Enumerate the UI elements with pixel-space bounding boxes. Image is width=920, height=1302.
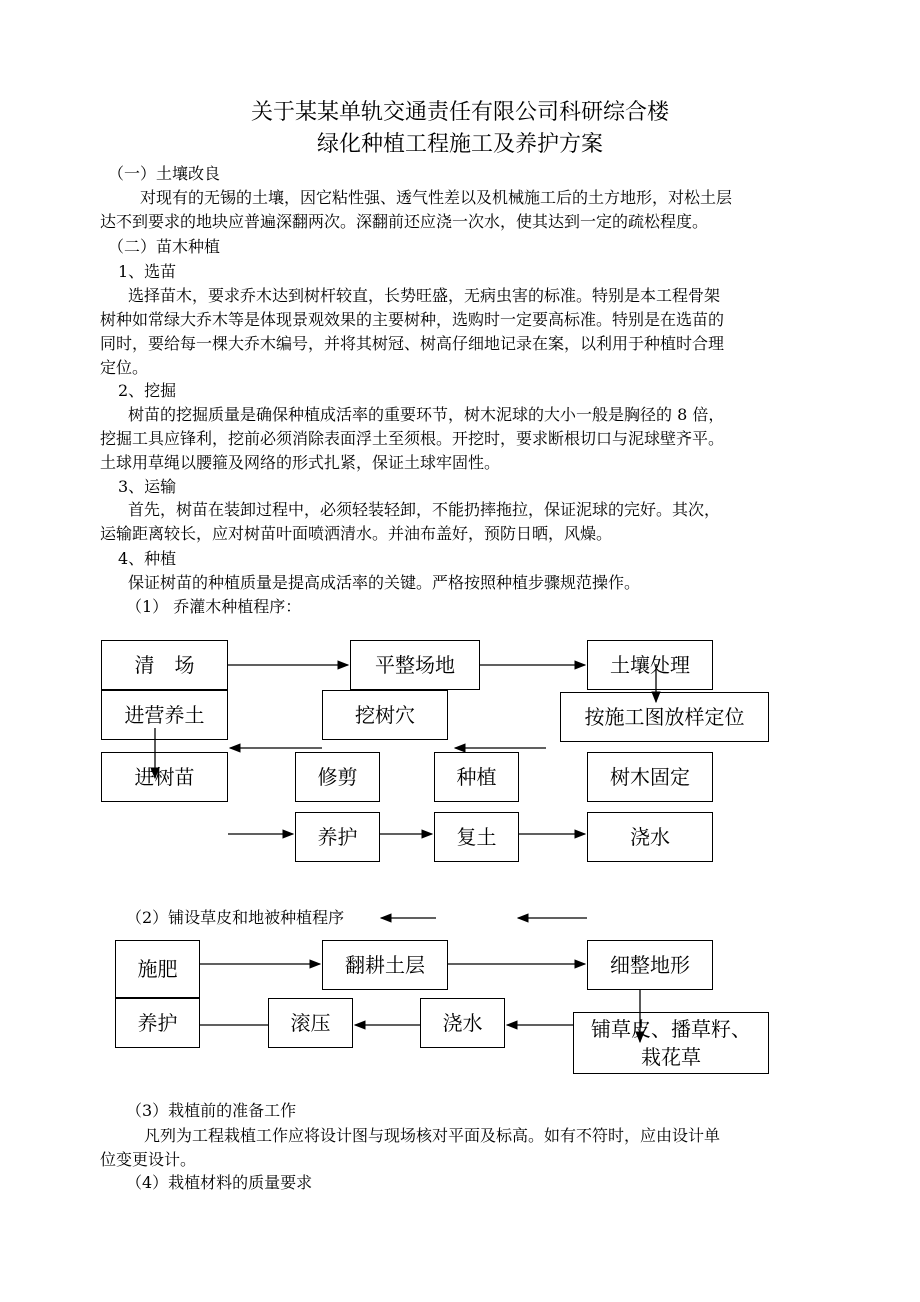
paragraph bbox=[100, 1124, 830, 1172]
list-item-heading: （1） 乔灌木种植程序： bbox=[126, 597, 302, 616]
flow-box-level-site: 平整场地 bbox=[350, 640, 480, 690]
flow-box-planting: 种植 bbox=[434, 752, 519, 802]
flow-box-rolling: 滚压 bbox=[268, 998, 353, 1048]
text-line: 选择苗木，要求乔木达到树杆较直，长势旺盛，无病虫害的标准。特别是本工程骨架 bbox=[128, 286, 721, 305]
list-item-heading: （4）栽植材料的质量要求 bbox=[126, 1173, 313, 1192]
flow-box-clear-site: 清 场 bbox=[101, 640, 228, 690]
text-line: 位变更设计。 bbox=[100, 1150, 197, 1169]
flow-box-dig-pits: 挖树穴 bbox=[322, 690, 448, 740]
flow-box-maintenance: 养护 bbox=[295, 812, 380, 862]
flow-box-pruning: 修剪 bbox=[295, 752, 380, 802]
text-line: 运输距离较长，应对树苗叶面喷洒清水。并油布盖好，预防日晒，风燥。 bbox=[100, 524, 613, 543]
flow-box-soil-treatment: 土壤处理 bbox=[587, 640, 713, 690]
section-heading: （二）苗木种植 bbox=[108, 237, 221, 256]
flow-box-bring-seedlings: 进树苗 bbox=[101, 752, 228, 802]
subsection-heading: 4、种植 bbox=[118, 549, 177, 568]
text-line: 树种如常绿大乔木等是体现景观效果的主要树种，选购时一定要高标准。特别是在选苗的 bbox=[100, 310, 725, 329]
text-line: 保证树苗的种植质量是提高成活率的关键。严格按照种植步骤规范操作。 bbox=[128, 573, 641, 592]
flow-box-lay-turf: 铺草皮、播草籽、 栽花草 bbox=[573, 1012, 769, 1074]
text-line: 定位。 bbox=[100, 358, 149, 377]
paragraph bbox=[100, 284, 830, 380]
doc-title-line1: 关于某某单轨交通责任有限公司科研综合楼 bbox=[250, 100, 669, 125]
text-line: 达不到要求的地块应普遍深翻两次。深翻前还应浇一次水，使其达到一定的疏松程度。 bbox=[100, 212, 709, 231]
subsection-heading: 1、选苗 bbox=[118, 262, 177, 281]
flow-box-fine-grading: 细整地形 bbox=[587, 940, 713, 990]
paragraph bbox=[100, 571, 830, 595]
text-line: 挖掘工具应锋利，挖前必须消除表面浮土至须根。开挖时，要求断根切口与泥球壁齐平。 bbox=[100, 429, 725, 448]
text-line: 土球用草绳以腰箍及网络的形式扎紧，保证土球牢固性。 bbox=[100, 453, 501, 472]
flow-box-till-soil: 翻耕土层 bbox=[322, 940, 448, 990]
text-line: 对现有的无锡的土壤，因它粘性强、透气性差以及机械施工后的土方地形，对松土层 bbox=[140, 188, 733, 207]
paragraph bbox=[100, 186, 830, 234]
section-heading: （一）土壤改良 bbox=[108, 164, 221, 183]
flow-box-backfill: 复土 bbox=[434, 812, 519, 862]
flow-box-tree-fixing: 树木固定 bbox=[587, 752, 713, 802]
text-line: 凡列为工程栽植工作应将设计图与现场核对平面及标高。如有不符时，应由设计单 bbox=[144, 1126, 721, 1145]
flow-box-layout-positioning: 按施工图放样定位 bbox=[560, 692, 769, 742]
flow-box-nutrient-soil: 进营养土 bbox=[101, 690, 228, 740]
list-item-heading: （2）铺设草皮和地被种植程序 bbox=[126, 908, 345, 927]
flow-box-watering: 浇水 bbox=[587, 812, 713, 862]
text-line: 树苗的挖掘质量是确保种植成活率的重要环节，树木泥球的大小一般是胸径的 8 倍， bbox=[128, 405, 725, 424]
paragraph bbox=[100, 403, 830, 475]
paragraph bbox=[100, 498, 830, 546]
text-line: 同时，要给每一棵大乔木编号，并将其树冠、树高仔细地记录在案，以利用于种植时合理 bbox=[100, 334, 725, 353]
list-item-heading: （3）栽植前的准备工作 bbox=[126, 1101, 297, 1120]
doc-title-line2: 绿化种植工程施工及养护方案 bbox=[316, 132, 603, 157]
flow-box-fertilize: 施肥 bbox=[115, 940, 200, 998]
text-line: 首先，树苗在装卸过程中，必须轻装轻卸，不能扔摔拖拉，保证泥球的完好。其次， bbox=[128, 500, 721, 519]
subsection-heading: 3、运输 bbox=[118, 477, 177, 496]
subsection-heading: 2、挖掘 bbox=[118, 381, 177, 400]
flow-box-maintenance-2: 养护 bbox=[115, 998, 200, 1048]
flow-box-watering-2: 浇水 bbox=[420, 998, 505, 1048]
